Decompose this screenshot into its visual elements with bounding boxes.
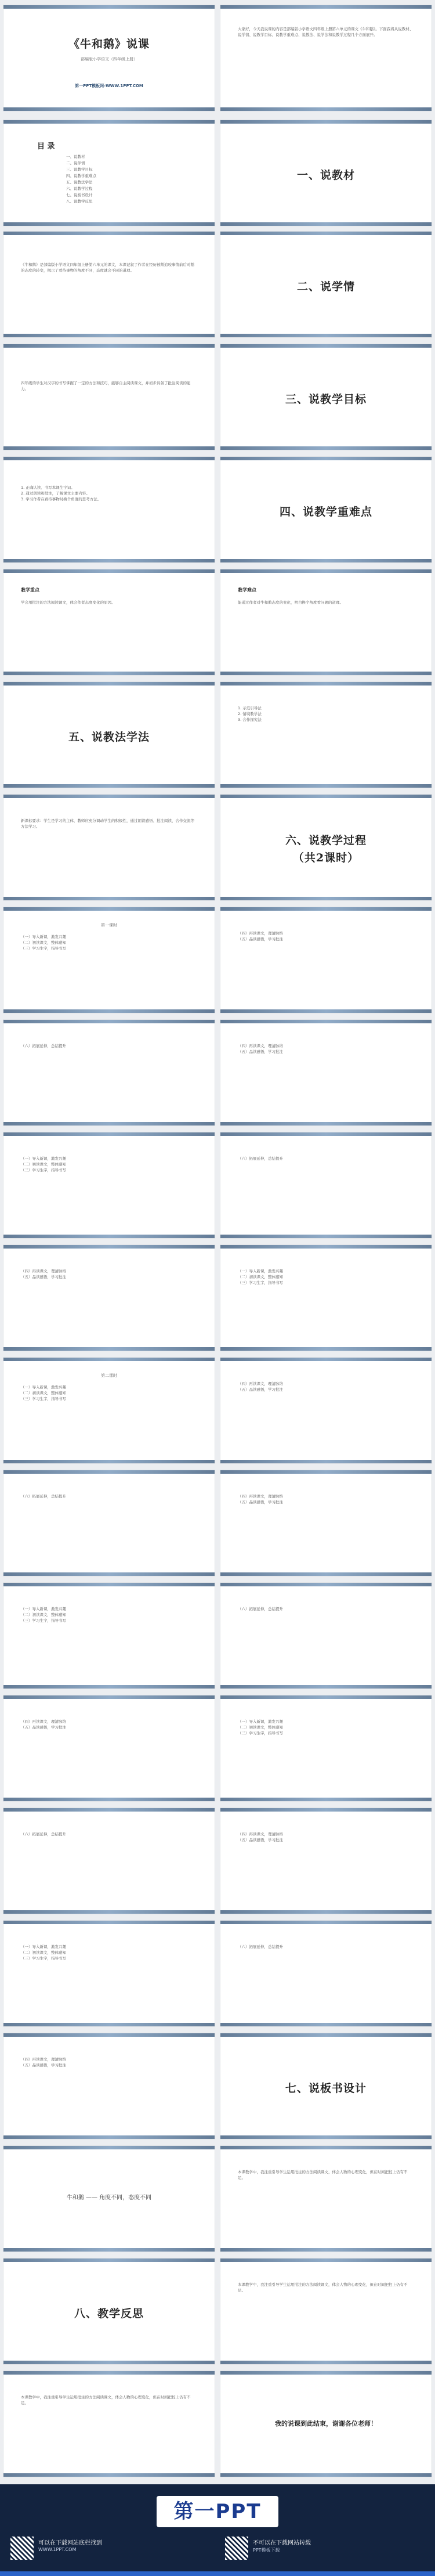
content-slide (3, 569, 215, 676)
mubiao-text: 1. 正确认读、书写本课生字词。 2. 通过朗读和批注，了解课文主要内容。 3. 学习作者在看待事物时换个角度的思考方法。 (21, 485, 102, 502)
content-slide (220, 569, 432, 676)
slide-row (3, 231, 432, 338)
content-slide (3, 794, 215, 901)
slide-row (3, 1132, 432, 1239)
section-slide (220, 2033, 432, 2140)
footer-rule (0, 2571, 435, 2576)
slide-row (3, 569, 432, 676)
content-slide (3, 1582, 215, 1689)
toc-item[interactable]: 四、说教学重难点 (66, 174, 96, 178)
process-text: （一）导入新课，激发兴趣 （二）初读课文，整体感知 （三）学习生字，指导书写 (238, 1719, 283, 1736)
content-slide (3, 907, 215, 1013)
slide-row (3, 5, 432, 111)
qr-code-icon (225, 2537, 248, 2560)
summary-text: 本课教学中，我注重引导学生运用批注的方法阅读课文，体会人物的心理变化，但在时间把控上仍有不足。 (238, 2170, 408, 2180)
lesson-label: 第二课时 (101, 1373, 117, 1378)
key-point-label: 教学重点 (21, 587, 39, 593)
process-text: （四）再读课文，理清脉络 （五）品读感悟，学习批注 (238, 931, 283, 941)
slide-row (3, 2258, 432, 2365)
process-text: （四）再读课文，理清脉络 （五）品读感悟，学习批注 (238, 1832, 283, 1842)
process-text: （一）导入新课，激发兴趣 （二）初读课文，整体感知 （三）学习生字，指导书写 (21, 935, 66, 951)
slide-row (3, 344, 432, 450)
section-slide (3, 2258, 215, 2365)
toc-item[interactable]: 三、说教学目标 (66, 167, 93, 172)
process-text: （四）再读课文，理清脉络 （五）品读感悟，学习批注 (21, 1269, 66, 1279)
content-slide (3, 2371, 215, 2477)
process-text: （六）拓展延伸，总结提升 (238, 1156, 283, 1161)
process-text: （六）拓展延伸，总结提升 (21, 1044, 66, 1048)
slide-row (3, 1695, 432, 1802)
section-title: 三、说教学目标 (285, 393, 367, 406)
intro-text: 大家好，今天我说课的内容是部编版小学语文四年级上册第六单元的课文《牛和鹅》。下面我将从说教材、说学情、说教学目标、说教学重难点、说教法、说学法和说教学过程几个方面展开。 (238, 27, 414, 37)
content-slide (220, 1807, 432, 1914)
section-title: 一、说教材 (296, 169, 355, 182)
reflection-text: 本课教学中，我注重引导学生运用批注的方法阅读课文，体会人物的心理变化，但在时间把控上仍有不足。 (21, 2395, 191, 2405)
content-slide (3, 231, 215, 338)
footer-sub: WWW.1PPT.COM (38, 2547, 77, 2552)
xuefa-text: 新课标要求：学生是学习的主体，教师应充分调动学生的积极性，通过朗读感悟、批注阅读、合作交流等方法学习。 (21, 818, 194, 829)
content-slide (3, 1807, 215, 1914)
jiaocai-text: 《牛和鹅》是部编版小学语文四年级上册第六单元的课文，本课记叙了作者在经历被鹅追咬事情前后对鹅的态度的转变，揭示了看待事物的角度不同，态度就会不同的道理。 (21, 262, 194, 273)
section-slide (220, 231, 432, 338)
slide-row (3, 120, 432, 226)
jiaofa-text: 1. 示范引导法 2. 情境教学法 3. 合作探究法 (238, 706, 262, 722)
footer-sub: PPT模板下载 (253, 2548, 280, 2553)
cover-slide (3, 5, 215, 111)
content-slide (3, 344, 215, 450)
difficulty-label: 教学难点 (238, 587, 256, 593)
footer-link[interactable]: 可以在下载网站底栏找到 (38, 2540, 102, 2546)
toc-heading: 目 录 (37, 142, 55, 151)
process-text: （四）再读课文，理清脉络 （五）品读感悟，学习批注 (21, 1719, 66, 1730)
slide-row (3, 681, 432, 788)
content-slide (220, 1582, 432, 1689)
section-slide (3, 681, 215, 788)
doc-title: 《牛和鹅》说课 (68, 38, 150, 50)
slide-row (3, 794, 432, 901)
process-text: （六）拓展延伸，总结提升 (238, 1944, 283, 1949)
section-slide (220, 344, 432, 450)
intro-slide (220, 5, 432, 111)
process-text: （四）再读课文，理清脉络 （五）品读感悟，学习批注 (238, 1044, 283, 1054)
content-slide (220, 1470, 432, 1576)
toc-slide (3, 120, 215, 226)
section-title: 四、说教学重难点 (279, 506, 372, 518)
section-slide (220, 456, 432, 563)
content-slide (220, 2145, 432, 2252)
site-link[interactable]: 第一PPT模板网-WWW.1PPT.COM (75, 84, 143, 88)
process-text: （四）再读课文，理清脉络 （五）品读感悟，学习批注 (238, 1494, 283, 1505)
section-subtitle: （共2课时） (292, 852, 360, 864)
process-text: （四）再读课文，理清脉络 （五）品读感悟，学习批注 (21, 2057, 66, 2068)
slide-row (3, 1807, 432, 1914)
end-text: 我的说课到此结束，谢谢各位老师！ (275, 2420, 377, 2427)
reflection-text: 本课教学中，我注重引导学生运用批注的方法阅读课文，体会人物的心理变化，但在时间把控上仍有不足。 (238, 2282, 408, 2293)
content-slide (220, 1357, 432, 1464)
process-text: （一）导入新课，激发兴趣 （二）初读课文，整体感知 （三）学习生字，指导书写 (21, 1156, 66, 1172)
process-text: （一）导入新课，激发兴趣 （二）初读课文，整体感知 （三）学习生字，指导书写 (238, 1269, 283, 1285)
content-slide (3, 1244, 215, 1351)
qr-code-icon (10, 2537, 34, 2560)
toc-item[interactable]: 一、说教材 (66, 154, 85, 159)
content-slide (220, 1132, 432, 1239)
slide-row (3, 2033, 432, 2140)
lesson-label: 第一课时 (101, 923, 117, 928)
content-slide (3, 2145, 215, 2252)
doc-subtitle: 部编版小学语文（四年级上册） (81, 57, 137, 62)
content-slide (3, 1470, 215, 1576)
board-design: 牛和鹅 —— 角度不同，态度不同 (66, 2195, 152, 2201)
content-slide (3, 1019, 215, 1126)
content-slide (3, 2033, 215, 2140)
process-text: （一）导入新课，激发兴趣 （二）初读课文，整体感知 （三）学习生字，指导书写 (21, 1607, 66, 1623)
process-text: （一）导入新课，激发兴趣 （二）初读课文，整体感知 （三）学习生字，指导书写 (21, 1385, 66, 1401)
slide-row (3, 1357, 432, 1464)
section-slide (220, 794, 432, 901)
content-slide (3, 1132, 215, 1239)
slide-row (3, 456, 432, 563)
process-text: （四）再读课文，理清脉络 （五）品读感悟，学习批注 (238, 1381, 283, 1392)
slide-row (3, 1582, 432, 1689)
content-slide (220, 1920, 432, 2027)
toc-item[interactable]: 二、说学情 (66, 161, 85, 165)
content-slide (220, 1244, 432, 1351)
slide-row (3, 1920, 432, 2027)
footer-link[interactable]: 不可以在下载网站转载 (253, 2540, 311, 2546)
xueqing-text: 四年级的学生对汉字的书写掌握了一定的方法和技巧，能够自主阅读课文，并初步具备了批注阅读的能力。 (21, 381, 191, 391)
content-slide (220, 907, 432, 1013)
slide-row (3, 1470, 432, 1576)
process-text: （一）导入新课，激发兴趣 （二）初读课文，整体感知 （三）学习生字，指导书写 (21, 1944, 66, 1961)
slide-row (3, 2145, 432, 2252)
content-slide (220, 681, 432, 788)
content-slide (3, 1357, 215, 1464)
toc-item[interactable]: 五、说教法学法 (66, 180, 93, 185)
slide-row (3, 1019, 432, 1126)
toc-list (3, 153, 215, 204)
section-title: 五、说教法学法 (68, 731, 150, 744)
section-title: 七、说板书设计 (285, 2082, 367, 2095)
toc-item[interactable]: 六、说教学过程 (66, 186, 93, 191)
brand-logo[interactable]: 第一PPT (157, 2496, 278, 2527)
section-title: 二、说学情 (296, 280, 355, 293)
section-title: 六、说教学过程 (285, 834, 367, 847)
process-text: （六）拓展延伸，总结提升 (21, 1832, 66, 1837)
content-slide (220, 1695, 432, 1802)
process-text: （六）拓展延伸，总结提升 (21, 1494, 66, 1499)
difficulty-text: 能通过作者对牛和鹅态度的变化，明白换个角度看问题的道理。 (238, 600, 343, 605)
section-title: 八、教学反思 (74, 2307, 144, 2320)
toc-item[interactable]: 七、说板书设计 (66, 193, 93, 197)
process-text: （六）拓展延伸，总结提升 (238, 1607, 283, 1611)
slide-row (3, 907, 432, 1013)
site-footer (0, 2484, 435, 2576)
slide-row (3, 2371, 432, 2477)
toc-item[interactable]: 八、说教学反思 (66, 199, 93, 204)
end-slide (220, 2371, 432, 2477)
key-point-text: 学会用批注的方法阅读课文，体会作者态度变化的原因。 (21, 600, 115, 605)
section-slide (220, 120, 432, 226)
slide-row (3, 1244, 432, 1351)
content-slide (3, 1920, 215, 2027)
content-slide (220, 2258, 432, 2365)
content-slide (220, 1019, 432, 1126)
content-slide (3, 1695, 215, 1802)
content-slide (3, 456, 215, 563)
